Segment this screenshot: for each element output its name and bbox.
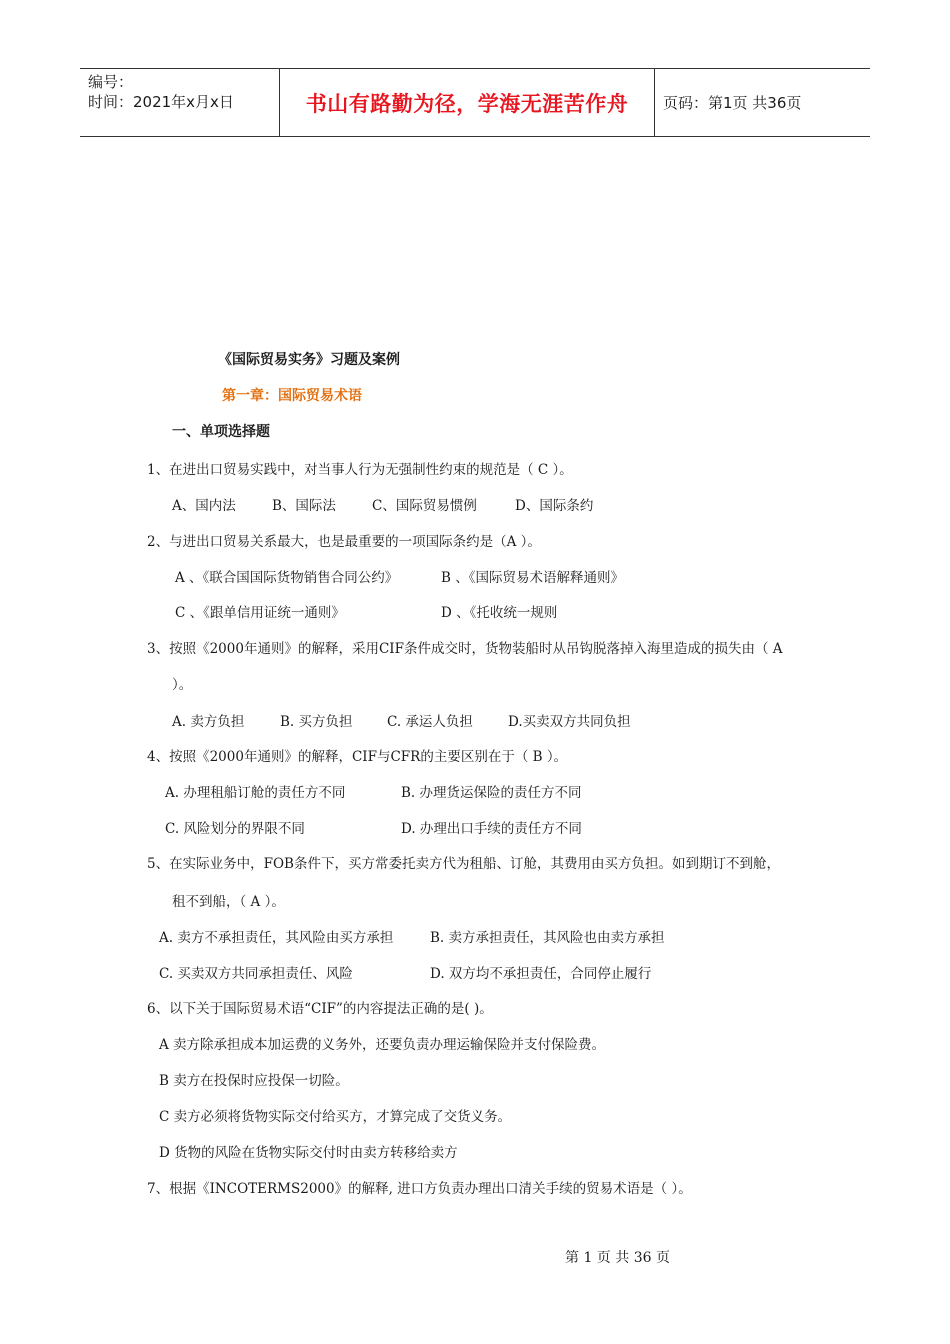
- question-5-cont: 租不到船，（ A ）。: [172, 894, 285, 910]
- time-label: 时间：2021年x月x日: [88, 93, 234, 111]
- q1-option-d: D、国际条约: [515, 498, 594, 514]
- section-heading: 一、单项选择题: [172, 424, 270, 440]
- q6-option-a: A 卖方除承担成本加运费的义务外，还要负责办理运输保险并支付保险费。: [159, 1037, 606, 1053]
- q1-option-a: A、国内法: [172, 498, 236, 514]
- q2-option-d: D 、《托收统一规则: [441, 605, 558, 621]
- q4-option-a: A. 办理租船订舱的责任方不同: [165, 785, 346, 801]
- q2-option-b: B 、《国际贸易术语解释通则》: [441, 570, 624, 586]
- header-left-cell: [80, 69, 280, 136]
- q5-option-c: C. 买卖双方共同承担责任、风险: [159, 966, 353, 982]
- motto: 书山有路勤为径，学海无涯苦作舟: [305, 91, 629, 116]
- q4-option-b: B. 办理货运保险的责任方不同: [401, 785, 582, 801]
- q3-option-c: C. 承运人负担: [387, 714, 473, 730]
- question-1: 1、在进出口贸易实践中，对当事人行为无强制性约束的规范是（ C ）。: [147, 462, 573, 478]
- q1-option-c: C、国际贸易惯例: [372, 498, 477, 514]
- q5-option-d: D. 双方均不承担责任，合同停止履行: [430, 966, 652, 982]
- q2-option-a: A 、《联合国国际货物销售合同公约》: [175, 570, 399, 586]
- q3-option-d: D.买卖双方共同负担: [508, 714, 631, 730]
- question-6: 6、以下关于国际贸易术语“CIF”的内容提法正确的是( )。: [147, 1001, 493, 1017]
- page-label: 页码：第1页 共36页: [663, 94, 802, 112]
- q5-option-a: A. 卖方不承担责任，其风险由买方承担: [159, 930, 394, 946]
- q6-option-b: B 卖方在投保时应投保一切险。: [159, 1073, 349, 1089]
- question-7: 7、根据《INCOTERMS2000》的解释, 进口方负责办理出口清关手续的贸易术语是（ ）。: [147, 1181, 692, 1197]
- question-5: 5、在实际业务中，FOB条件下，买方常委托卖方代为租船、订舱，其费用由买方负担。如到期订不到舱，: [147, 856, 780, 872]
- header-page-cell: [655, 69, 870, 136]
- question-3-cont: ）。: [172, 677, 193, 693]
- header-table: [80, 68, 870, 137]
- q2-option-c: C 、《跟单信用证统一通则》: [175, 605, 345, 621]
- q5-option-b: B. 卖方承担责任，其风险也由卖方承担: [430, 930, 665, 946]
- q4-option-d: D. 办理出口手续的责任方不同: [401, 821, 582, 837]
- question-4: 4、按照《2000年通则》的解释，CIF与CFR的主要区别在于（ B ）。: [147, 749, 568, 765]
- q4-option-c: C. 风险划分的界限不同: [165, 821, 305, 837]
- question-2: 2、与进出口贸易关系最大，也是最重要的一项国际条约是（A ）。: [147, 534, 541, 550]
- document-title: 《国际贸易实务》习题及案例: [218, 352, 400, 368]
- q6-option-d: D 货物的风险在货物实际交付时由卖方转移给卖方: [159, 1145, 458, 1161]
- q6-option-c: C 卖方必须将货物实际交付给买方，才算完成了交货义务。: [159, 1109, 512, 1125]
- q3-option-a: A. 卖方负担: [172, 714, 245, 730]
- q1-option-b: B、国际法: [272, 498, 336, 514]
- page-footer: 第 1 页 共 36 页: [565, 1250, 670, 1266]
- number-label: 编号：: [88, 73, 134, 91]
- chapter-heading: 第一章：国际贸易术语: [222, 388, 362, 404]
- header-motto-cell: [280, 69, 655, 136]
- q3-option-b: B. 买方负担: [280, 714, 353, 730]
- question-3: 3、按照《2000年通则》的解释，采用CIF条件成交时，货物装船时从吊钩脱落掉入海里造成的损失由（ A: [147, 641, 783, 657]
